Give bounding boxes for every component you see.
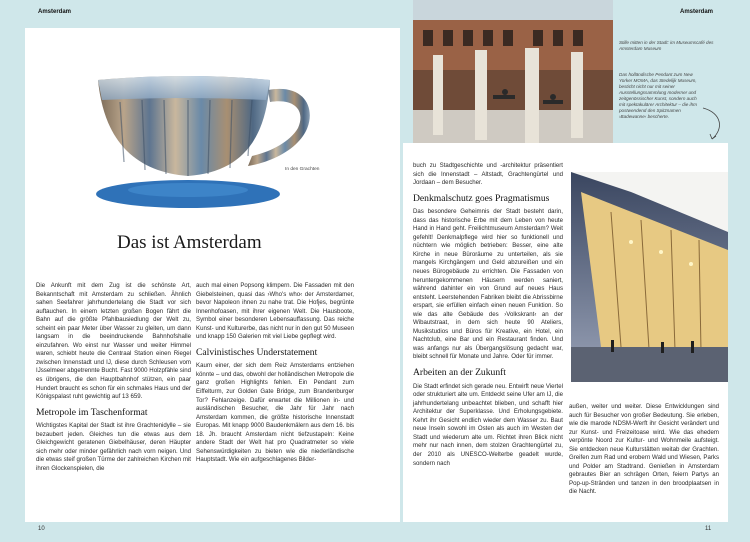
teacup-illustration <box>90 72 320 212</box>
subheading: Metropole im Taschenformat <box>36 406 148 418</box>
text-column-3 <box>413 162 563 474</box>
photo-caption-courtyard: Stille mitten in der Stadt: im Museumscafé des Amsterdam Museum <box>619 40 714 51</box>
running-head-right: Amsterdam <box>680 9 714 15</box>
stedelijk-museum-photo <box>571 172 728 382</box>
paragraph: Die Ankunft mit dem Zug ist die schönste Art, Bekanntschaft mit Amsterdam zu schließen. Ähnlich sahen Seefahrer jahrhundertelang die Stadt vor sich auftauchen. In einem letzten großen Bogen fährt die Bahn auf die größte Pfahlbausiedlung der Welt zu, scheint ein paar Meter über Wasser zu gleiten, um dann langsam in die beeindruckende Bahnhofshalle einzufahren. Wo einst nur Wasser und weiter Himmel waren, schiebt heute die Centraal Station einen Riegel zwischen Innenstadt und IJ, diese durch Schleusen vom IJsselmeer abgetrennte Bucht. Fast 9000 Holzpfähle sind es übrigens, die den Hauptbahnhof stützen, ein paar Hundert braucht es schon für ein schmales Haus und der Königspalast ruht gewichtig auf 13 659. <box>36 282 191 401</box>
paragraph: buch zu Stadtgeschichte und -architektur präsentiert sich die Innenstadt – Altstadt, Grachtengürtel und Jordaan – dem Besucher. <box>413 162 563 187</box>
page-number-left: 10 <box>38 526 45 532</box>
paragraph: Das besondere Geheimnis der Stadt besteht darin, dass das historische Erbe mit dem Leben von heute Hand in Hand geht. Freilichtmuseum Amsterdam? Weit gefehlt! Denkmalpflege wird hier so funktionell und nüchtern wie möglich betrieben: Besser, eine alte Kirche in neue Büroräume zu unterteilen, als sie mangels Kirchgängern und Geld abzureißen und ein neues Bürogebäude zu errichten. Die Fassaden von heruntergekommenen Häusern werden saniert, während dahinter ein von Grund auf neues Haus entsteht. Leerstehenden Fabriken bleibt die Abrissbirne erspart, sie erfüllen einfach einen neuen Funktion. So wie das alte Gebäude des ›Volkskrant‹ an der Wibautstraat, in dem sich heute 90 Ateliers, Musikstudios und Büros für Kreative, ein Hotel, ein Nachtclub, eine Bar und ein Restaurant finden. Und was anfangs nur als Übergangslösung gedacht war, bleibt schnell für Monate und Jahre. Oder für immer. <box>413 208 563 361</box>
text-column-1 <box>36 282 191 479</box>
text-column-4 <box>569 403 719 503</box>
running-head-left: Amsterdam <box>38 9 72 15</box>
cup-caption: In den Grachten <box>285 167 320 172</box>
courtyard-photo <box>413 0 613 143</box>
text-column-2 <box>196 282 354 471</box>
caption-arrow-icon <box>700 105 726 143</box>
paragraph: Wichtigstes Kapital der Stadt ist ihre Grachtenidylle – sie bezaubert jeden. Gleiches tun die etwas aus dem Gleichgewicht geratenen Giebelhäuser, deren Häupter sich mehr oder minder gefährlich nach vorn neigen. Und die etwas steif großen Türme der zahlreichen Kirchen mit ihren Glockenspielen, die <box>36 422 191 472</box>
paragraph: auch mal einen Popsong klimpern. Die Fassaden mit den Giebelsteinen, quasi das ›Who's who‹ der Amsterdamer, bevor Napoleon ihnen zu nahe trat. Die Hofjes, begrünte Innenhofoasen, mit ihrer eigenen Welt. Die Hausboote, Symbol einer besonderen Lebensauffassung. Das reiche Kunst- und Kulturerbe, das nicht nur in den gut 50 Museen und knapp 150 Galerien mit viel Liebe gepflegt wird. <box>196 282 354 341</box>
subheading: Calvinistisches Understatement <box>196 346 318 358</box>
paragraph: außen, weiter und weiter. Diese Entwicklungen sind auch für Besucher von großer Bedeutung. Sie erleben, wie die marode NDSM-Werft ihr Gesicht verändert und zur Kunst- und Freizeitoase wird. Wie das ehedem verpönte Noord zur Kultur- und Wohnmeile aufsteigt. Sie entdecken neue Kulturstätten weitab der Grachten. Greifen zum Rad und erobern Wald und Wiesen, Parks und Polder am Stadtrand. Genießen in Amsterdam gebrautes Bier an schrägen Orten, feiern Partys an Pop-up-Stränden und tanzen in den broodplaatsen in die Nacht. <box>569 403 719 496</box>
photo-caption-stedelijk: Das holländische Pendant zum New Yorker MOMA, das Stedelijk Museum, besticht nicht nur mit seiner Ausstellungssammlung moderner und zeitgenössischer Kunst, sondern auch mit spektakulärer Architektur – die ihm postwendend den Spitznamen ›Badewanne‹ bescherte. <box>619 72 697 119</box>
paragraph: Die Stadt erfindet sich gerade neu. Entwirft neue Viertel oder strukturiert alte um. Entdeckt seine Ufer am IJ, die jahrhundertelang unbeachtet blieben, und schafft hier Architektur der Superklasse. Und Erholungsgebiete. Kehrt ihr Gesicht endlich wieder dem Wasser zu. Baut neue Inseln sowohl im Osten als auch im Westen der Stadt und wiederum alte um. Richtet ihren Blick nicht mehr nur nach innen, dem stolzen Grachtengürtel zu, der 2010 als UNESCO-Welterbe geadelt wurde, sondern nach <box>413 382 563 467</box>
page-number-right: 11 <box>705 526 712 532</box>
subheading: Arbeiten an der Zukunft <box>413 367 506 379</box>
subheading: Denkmalschutz goes Pragmatismus <box>413 192 550 204</box>
page-title: Das ist Amsterdam <box>117 232 262 253</box>
paragraph: Kaum einer, der sich dem Reiz Amsterdams entziehen könnte – und das, obwohl der holländischen Metropole die ganz großen Highlights fehlen. Ein Pendant zum Eiffelturm, zur Golden Gate Bridge, zum Brandenburger Tor? Fehlanzeige. Dafür erwartet die Millionen in- und ausländischen Besucher, die Jahr für Jahr nach Amsterdam kommen, die größte historische Innenstadt Europas. Mit knapp 9000 Baudenkmälern aus dem 16. bis 18. Jh. braucht Amsterdam nicht tiefzustapeln: Keine andere Stadt der Welt hat pro Quadratmeter so viele Sehenswürdigkeiten zu bieten wie die niederländische Hauptstadt. Wie ein aufgeschlagenes Bilder- <box>196 362 354 464</box>
